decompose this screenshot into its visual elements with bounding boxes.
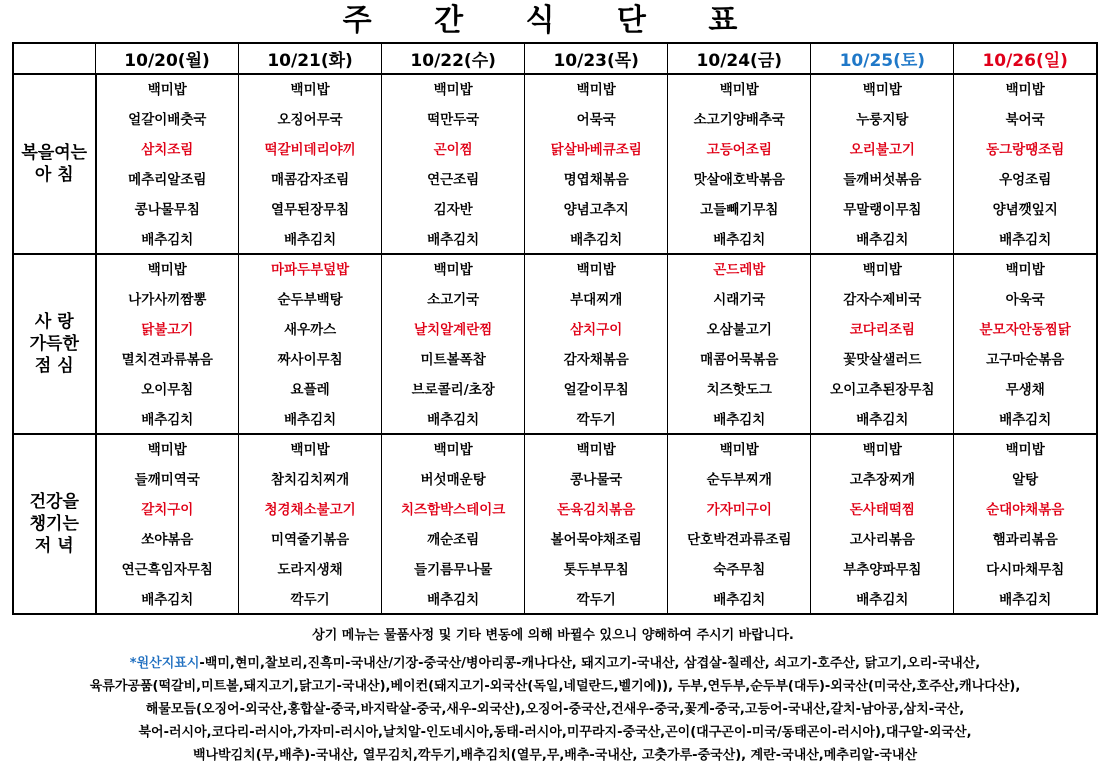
dish-item: 백미밥 <box>1005 442 1045 458</box>
dish-item: 백미밥 <box>433 262 473 278</box>
dish-item: 순두부찌개 <box>706 472 772 488</box>
dish-item: 다시마채무침 <box>986 562 1065 578</box>
dish-item: 소고기양배추국 <box>693 112 785 128</box>
dish-item: 감자채볶음 <box>563 352 629 368</box>
dish-item: 배추김치 <box>427 592 480 608</box>
weekly-menu-table <box>12 42 1098 615</box>
dish-item: 짜사이무침 <box>277 352 343 368</box>
dish-item: 백미밥 <box>147 82 187 98</box>
dish-item: 부대찌개 <box>570 292 623 308</box>
meal-row <box>13 434 1097 614</box>
dish-item: 백미밥 <box>433 82 473 98</box>
dish-item: 배추김치 <box>856 412 909 428</box>
dish-item: 콩나물무침 <box>134 202 200 218</box>
dish-item: 배추김치 <box>427 412 480 428</box>
origin-line: 육류가공품(떡갈비,미트볼,돼지고기,닭고기-국내산),베이컨(돼지고기-외국산(독일,네덜란드,벨기에)), 두부,연두부,순두부(대두)-외국산(미국산,호주산,캐나다산), <box>89 679 1021 694</box>
dish-item: 배추김치 <box>713 592 766 608</box>
menu-cell <box>525 434 668 614</box>
dish-item: 메추리알조림 <box>128 172 207 188</box>
dish-item: 곤이찜 <box>433 142 473 158</box>
dish-item: 얼갈이배춧국 <box>128 112 207 128</box>
dish-item: 명엽채볶음 <box>563 172 629 188</box>
menu-cell <box>96 254 239 434</box>
dish-item: 단호박견과류조림 <box>687 532 792 548</box>
dish-item: 감자수제비국 <box>843 292 922 308</box>
dish-item: 백미밥 <box>1005 262 1045 278</box>
dish-item: 브로콜리/초장 <box>411 382 495 398</box>
dish-item: 백미밥 <box>576 442 616 458</box>
dish-item: 햄과리볶음 <box>992 532 1058 548</box>
dish-item: 고사리볶음 <box>849 532 915 548</box>
dish-item: 미역줄기볶음 <box>270 532 350 548</box>
dish-item: 배추김치 <box>713 412 766 428</box>
menu-cell <box>525 74 668 254</box>
dish-item: 알탕 <box>1012 472 1039 488</box>
day-header: 10/24(금) <box>668 43 811 74</box>
dish-item: 시래기국 <box>713 292 766 308</box>
dish-item: 분모자안동찜닭 <box>979 322 1071 338</box>
dish-item: 양념깻잎지 <box>992 202 1058 218</box>
dish-item: 들깨버섯볶음 <box>843 172 922 188</box>
dish-item: 얼갈이무침 <box>563 382 629 398</box>
dish-item: 백미밥 <box>862 442 902 458</box>
menu-cell <box>811 434 954 614</box>
day-header: 10/21(화) <box>239 43 382 74</box>
dish-item: 코다리조림 <box>849 322 915 338</box>
dish-item: 청경채소불고기 <box>264 502 356 518</box>
day-header: 10/25(토) <box>811 43 954 74</box>
dish-item: 배추김치 <box>284 412 337 428</box>
dish-item: 배추김치 <box>284 232 337 248</box>
dish-item: 배추김치 <box>570 232 623 248</box>
dish-item: 고들빼기무침 <box>700 202 779 218</box>
menu-cell <box>811 254 954 434</box>
menu-cell <box>239 254 382 434</box>
menu-cell <box>382 254 525 434</box>
dish-item: 아욱국 <box>1005 292 1045 308</box>
dish-item: 꽃맛살샐러드 <box>843 352 922 368</box>
origin-line: 북어-러시아,코다리-러시아,가자미-러시아,날치알-인도네시아,동태-러시아,미꾸라지-중국산,곤이(대구곤이-미국/동태곤이-러시아),대구알-외국산, <box>138 725 972 740</box>
day-header: 10/20(월) <box>96 43 239 74</box>
dish-item: 깍두기 <box>290 592 330 608</box>
dish-item: 깍두기 <box>576 592 616 608</box>
dish-item: 삼치조림 <box>141 142 194 158</box>
dish-item: 배추김치 <box>856 232 909 248</box>
dish-item: 오이고추된장무침 <box>830 382 935 398</box>
dish-item: 떡갈비데리야끼 <box>264 142 356 158</box>
dish-item: 백미밥 <box>719 442 759 458</box>
menu-cell <box>954 434 1097 614</box>
dish-item: 백미밥 <box>147 442 187 458</box>
dish-item: 부추양파무침 <box>843 562 922 578</box>
dish-item: 매콤어묵볶음 <box>700 352 779 368</box>
day-header: 10/22(수) <box>382 43 525 74</box>
dish-item: 연근흑임자무침 <box>121 562 213 578</box>
dish-item: 배추김치 <box>141 592 194 608</box>
dish-item: 들기름무나물 <box>414 562 493 578</box>
menu-cell <box>96 74 239 254</box>
day-header-row <box>13 43 1097 74</box>
menu-cell <box>668 254 811 434</box>
dish-item: 배추김치 <box>999 412 1052 428</box>
dish-item: 동그랑땡조림 <box>986 142 1065 158</box>
dish-item: 멸치견과류볶음 <box>121 352 213 368</box>
dish-item: 무말랭이무침 <box>843 202 922 218</box>
dish-item: 양념고추지 <box>563 202 629 218</box>
menu-cell <box>239 434 382 614</box>
menu-cell <box>96 434 239 614</box>
dish-item: 배추김치 <box>713 232 766 248</box>
menu-cell <box>668 434 811 614</box>
dish-item: 닭살바베큐조림 <box>550 142 642 158</box>
dish-item: 미트볼폭찹 <box>420 352 486 368</box>
dish-item: 오삼불고기 <box>706 322 772 338</box>
dish-item: 오이무침 <box>141 382 194 398</box>
dish-item: 버섯매운탕 <box>420 472 486 488</box>
dish-item: 오징어무국 <box>277 112 343 128</box>
dish-item: 백미밥 <box>433 442 473 458</box>
dish-item: 쏘야볶음 <box>141 532 194 548</box>
dish-item: 백미밥 <box>147 262 187 278</box>
meal-label: 사 랑 가득한 점 심 <box>13 254 96 434</box>
menu-cell <box>382 434 525 614</box>
dish-item: 백미밥 <box>576 82 616 98</box>
dish-item: 나가사끼짬뽕 <box>128 292 207 308</box>
dish-item: 마파두부덮밥 <box>270 262 350 278</box>
origin-line: 해물모듬(오징어-외국산,홍합살-중국,바지락살-중국,새우-외국산),오징어-중국산,건새우-중국,꽃게-중국,고등어-국내산,갈치-남아공,삼치-국산, <box>145 702 965 717</box>
day-header: 10/26(일) <box>954 43 1097 74</box>
dish-item: 매콤감자조림 <box>270 172 350 188</box>
dish-item: 순두부백탕 <box>277 292 343 308</box>
dish-item: 백미밥 <box>290 82 330 98</box>
dish-item: 소고기국 <box>427 292 480 308</box>
dish-item: 곤드레밥 <box>713 262 766 278</box>
dish-item: 백미밥 <box>576 262 616 278</box>
dish-item: 가자미구이 <box>706 502 772 518</box>
dish-item: 배추김치 <box>856 592 909 608</box>
dish-item: 떡만두국 <box>427 112 480 128</box>
dish-item: 요플레 <box>290 382 330 398</box>
dish-item: 고등어조림 <box>706 142 772 158</box>
dish-item: 고추장찌개 <box>849 472 915 488</box>
dish-item: 누룽지탕 <box>856 112 909 128</box>
dish-item: 연근조림 <box>427 172 480 188</box>
dish-item: 볼어묵야채조림 <box>550 532 642 548</box>
menu-cell <box>668 74 811 254</box>
dish-item: 치즈핫도그 <box>706 382 772 398</box>
dish-item: 북어국 <box>1005 112 1045 128</box>
dish-item: 깍두기 <box>576 412 616 428</box>
dish-item: 새우까스 <box>284 322 337 338</box>
menu-cell <box>382 74 525 254</box>
origin-line: -백미,현미,찰보리,진흑미-국내산/기장-중국산/병아리콩-캐나다산, 돼지고기-국내산, 삼겹살-칠레산, 쇠고기-호주산, 닭고기,오리-국내산, <box>199 656 981 671</box>
dish-item: 무생채 <box>1005 382 1045 398</box>
dish-item: 참치김치찌개 <box>270 472 350 488</box>
dish-item: 치즈함박스테이크 <box>400 502 506 518</box>
dish-item: 톳두부무침 <box>563 562 629 578</box>
dish-item: 삼치구이 <box>570 322 623 338</box>
dish-item: 도라지생채 <box>277 562 343 578</box>
menu-cell <box>525 254 668 434</box>
meal-row <box>13 254 1097 434</box>
meal-label: 복을여는 아 침 <box>13 74 96 254</box>
dish-item: 배추김치 <box>999 592 1052 608</box>
dish-item: 닭불고기 <box>141 322 194 338</box>
dish-item: 깨순조림 <box>427 532 480 548</box>
menu-cell <box>954 74 1097 254</box>
dish-item: 돈육김치볶음 <box>557 502 636 518</box>
dish-item: 어묵국 <box>576 112 616 128</box>
dish-item: 배추김치 <box>427 232 480 248</box>
dish-item: 백미밥 <box>1005 82 1045 98</box>
dish-item: 숙주무침 <box>713 562 766 578</box>
dish-item: 갈치구이 <box>141 502 194 518</box>
dish-item: 김자반 <box>433 202 473 218</box>
dish-item: 오리불고기 <box>849 142 915 158</box>
meal-row <box>13 74 1097 254</box>
change-notice: 상기 메뉴는 물품사정 및 기타 변동에 의해 바뀔수 있으니 양해하여 주시기 바랍니다. <box>312 628 794 643</box>
dish-item: 돈사태떡찜 <box>849 502 915 518</box>
origin-line: 백나박김치(무,배추)-국내산, 열무김치,깍두기,배추김치(열무,무,배추-국내산, 고춧가루-중국산), 계란-국내산,메추리알-국내산 <box>192 748 918 763</box>
dish-item: 날치알계란찜 <box>414 322 493 338</box>
origin-lead: *원산지표시 <box>129 656 200 671</box>
dish-item: 백미밥 <box>290 442 330 458</box>
header-corner <box>13 43 96 74</box>
dish-item: 배추김치 <box>141 232 194 248</box>
dish-item: 배추김치 <box>999 232 1052 248</box>
dish-item: 열무된장무침 <box>270 202 350 218</box>
dish-item: 고구마순볶음 <box>986 352 1065 368</box>
dish-item: 백미밥 <box>862 82 902 98</box>
dish-item: 배추김치 <box>141 412 194 428</box>
dish-item: 들깨미역국 <box>134 472 200 488</box>
day-header: 10/23(목) <box>525 43 668 74</box>
dish-item: 백미밥 <box>719 82 759 98</box>
menu-cell <box>811 74 954 254</box>
page-title: 주 간 식 단 표 <box>342 3 764 38</box>
menu-cell <box>954 254 1097 434</box>
menu-cell <box>239 74 382 254</box>
dish-item: 우엉조림 <box>999 172 1052 188</box>
dish-item: 백미밥 <box>862 262 902 278</box>
dish-item: 콩나물국 <box>570 472 623 488</box>
dish-item: 순대야채볶음 <box>986 502 1065 518</box>
origin-info <box>20 652 1090 767</box>
dish-item: 맛살애호박볶음 <box>693 172 785 188</box>
meal-label: 건강을 챙기는 저 녁 <box>13 434 96 614</box>
